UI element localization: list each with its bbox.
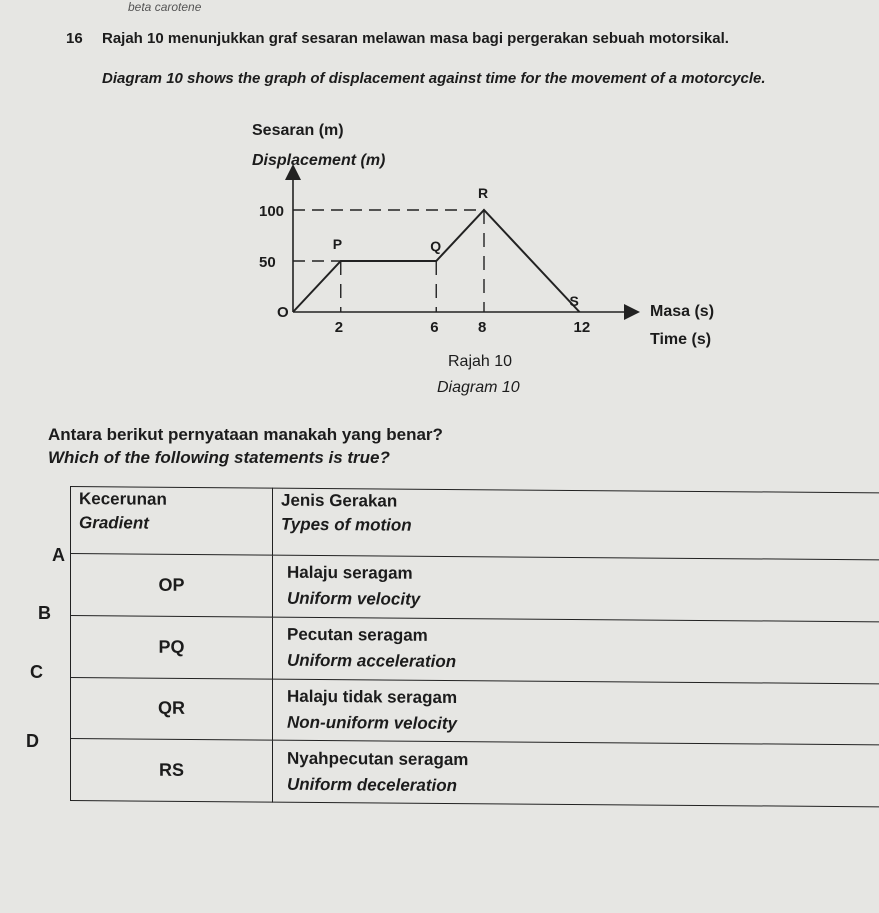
displacement-time-chart <box>0 110 879 400</box>
x-tick-label: 6 <box>430 319 439 336</box>
option-a-motion <box>273 555 879 622</box>
header-motion-malay: Jenis Gerakan <box>281 490 398 511</box>
point-label-p: P <box>332 236 343 252</box>
caption-malay: Rajah 10 <box>448 353 513 370</box>
y-tick-label: 50 <box>259 254 276 271</box>
option-d-motion-english: Uniform deceleration <box>287 774 458 795</box>
y-axis-label-english: Displacement (m) <box>252 152 386 169</box>
option-b-motion <box>273 617 879 684</box>
option-row-a[interactable] <box>71 554 879 622</box>
point-label-s: S <box>569 293 579 309</box>
option-b-motion-malay: Pecutan seragam <box>287 624 428 645</box>
prompt-malay: Antara berikut pernyataan manakah yang benar? <box>48 425 443 444</box>
x-axis-label-malay: Masa (s) <box>650 303 715 320</box>
x-tick-label: 8 <box>478 319 487 336</box>
x-axis-label-english: Time (s) <box>650 331 712 348</box>
question-text-malay: Rajah 10 menunjukkan graf sesaran melawan masa bagi pergerakan sebuah motorsikal. <box>102 30 729 47</box>
option-d-motion-malay: Nyahpecutan seragam <box>287 748 469 769</box>
option-b-gradient: PQ <box>71 615 273 678</box>
prompt-english: Which of the following statements is true? <box>48 448 390 467</box>
option-c-motion <box>273 679 879 746</box>
origin-label: O <box>277 304 289 321</box>
header-gradient-malay: Kecerunan <box>79 489 167 509</box>
option-a-motion-malay: Halaju seragam <box>287 563 413 584</box>
option-a-letter[interactable]: A <box>52 545 65 565</box>
header-gradient <box>71 487 273 556</box>
options-table-header <box>71 487 879 560</box>
point-label-q: Q <box>430 238 442 254</box>
y-axis-label-malay: Sesaran (m) <box>252 122 344 139</box>
options-table <box>70 486 879 807</box>
y-tick-label: 100 <box>259 203 285 220</box>
option-c-motion-malay: Halaju tidak seragam <box>287 686 458 707</box>
option-d-gradient: RS <box>71 739 273 802</box>
option-c-motion-english: Non-uniform velocity <box>287 712 458 733</box>
option-c-gradient: QR <box>71 677 273 740</box>
option-b-motion-english: Uniform acceleration <box>287 650 457 672</box>
question-text-english: Diagram 10 shows the graph of displacement against time for the movement of a motorcycle. <box>102 70 766 87</box>
x-tick-label: 2 <box>334 319 344 336</box>
option-row-d[interactable] <box>71 739 879 807</box>
point-label-r: R <box>478 185 489 201</box>
header-motion-english: Types of motion <box>281 514 412 535</box>
header-motion <box>273 488 879 560</box>
option-c-letter[interactable]: C <box>30 662 43 682</box>
header-fragment: beta carotene <box>128 0 202 14</box>
option-d-motion <box>273 740 879 807</box>
caption-english: Diagram 10 <box>437 379 520 396</box>
option-d-letter[interactable]: D <box>26 731 39 751</box>
question-number: 16 <box>66 30 83 47</box>
option-b-letter[interactable]: B <box>38 603 51 623</box>
option-row-c[interactable] <box>71 677 879 745</box>
option-row-b[interactable] <box>71 615 879 683</box>
option-a-motion-english: Uniform velocity <box>287 589 421 610</box>
header-gradient-english: Gradient <box>79 513 149 533</box>
option-a-gradient: OP <box>71 554 273 617</box>
x-tick-label: 12 <box>573 319 591 336</box>
